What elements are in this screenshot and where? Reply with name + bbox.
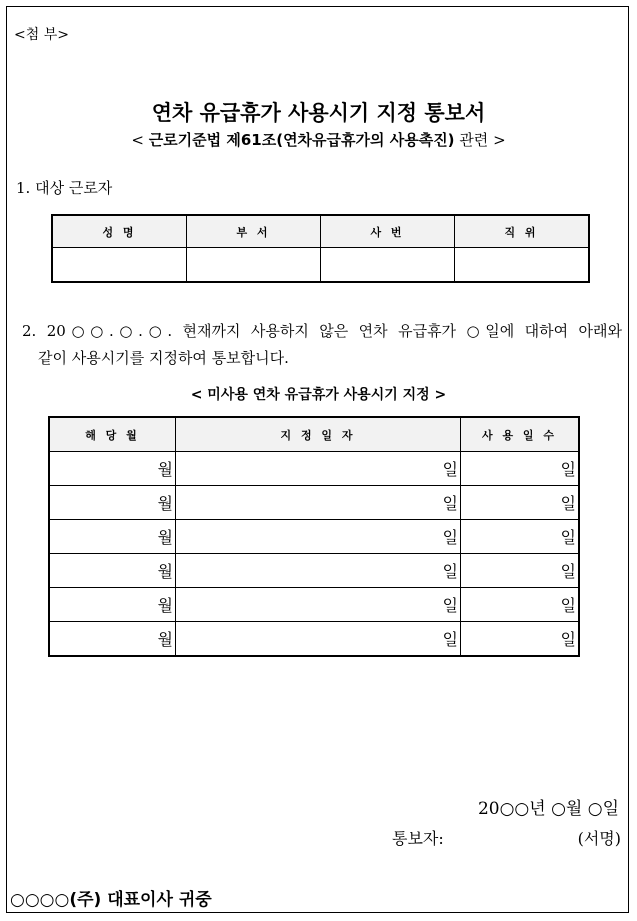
schedule-row <box>49 520 579 554</box>
header-designated-date: 지 정 일 자 <box>176 417 461 452</box>
schedule-row <box>49 588 579 622</box>
employee-table <box>51 214 590 283</box>
header-position: 직 위 <box>455 215 590 248</box>
document-title: 연차 유급휴가 사용시기 지정 통보서 <box>151 101 486 125</box>
header-employee-number: 사 번 <box>321 215 455 248</box>
header-days-used: 사 용 일 수 <box>461 417 580 452</box>
subtitle-law-reference: 근로기준법 제61조(연차유급휴가의 사용촉진) <box>148 131 455 149</box>
days-cell[interactable]: 일 <box>461 554 580 588</box>
schedule-row <box>49 452 579 486</box>
date-cell[interactable]: 일 <box>176 554 461 588</box>
section2-paragraph <box>22 318 622 372</box>
schedule-table-caption: < 미사용 연차 유급휴가 사용시기 지정 > <box>190 387 447 403</box>
leave-schedule-table <box>48 416 580 657</box>
schedule-row <box>49 486 579 520</box>
signature-label: (서명) <box>577 829 621 848</box>
schedule-row <box>49 554 579 588</box>
section2-line2: 같이 사용시기를 지정하여 통보합니다. <box>38 349 289 367</box>
employee-table-header-row <box>52 215 589 248</box>
notifier-label: 통보자: <box>392 829 444 848</box>
header-month: 해 당 월 <box>49 417 176 452</box>
employee-number-cell[interactable] <box>321 248 455 283</box>
subtitle-open: < <box>131 131 149 149</box>
employee-table-input-row <box>52 248 589 283</box>
name-cell[interactable] <box>52 248 187 283</box>
date-cell[interactable]: 일 <box>176 452 461 486</box>
month-cell[interactable]: 월 <box>49 588 176 622</box>
attachment-label: <첨 부> <box>14 27 69 43</box>
schedule-row <box>49 622 579 657</box>
schedule-header-row <box>49 417 579 452</box>
position-cell[interactable] <box>455 248 590 283</box>
section1-heading: 1. 대상 근로자 <box>16 179 113 197</box>
month-cell[interactable]: 월 <box>49 520 176 554</box>
header-department: 부 서 <box>187 215 321 248</box>
days-cell[interactable]: 일 <box>461 486 580 520</box>
days-cell[interactable]: 일 <box>461 588 580 622</box>
subtitle-rest: 관련 > <box>454 131 506 149</box>
date-cell[interactable]: 일 <box>176 588 461 622</box>
month-cell[interactable]: 월 <box>49 554 176 588</box>
days-cell[interactable]: 일 <box>461 452 580 486</box>
department-cell[interactable] <box>187 248 321 283</box>
month-cell[interactable]: 월 <box>49 486 176 520</box>
days-cell[interactable]: 일 <box>461 622 580 657</box>
addressee: ○○○○(주) 대표이사 귀중 <box>10 890 212 910</box>
date-cell[interactable]: 일 <box>176 622 461 657</box>
date-cell[interactable]: 일 <box>176 486 461 520</box>
days-cell[interactable]: 일 <box>461 520 580 554</box>
month-cell[interactable]: 월 <box>49 452 176 486</box>
notice-date: 20○○년 ○월 ○일 <box>477 799 619 819</box>
header-name: 성 명 <box>52 215 187 248</box>
month-cell[interactable]: 월 <box>49 622 176 657</box>
section2-line1: 2. 20○○.○.○. 현재까지 사용하지 않은 연차 유급휴가 ○일에 대하여 아래와 <box>22 322 622 340</box>
document-subtitle <box>0 129 637 150</box>
date-cell[interactable]: 일 <box>176 520 461 554</box>
